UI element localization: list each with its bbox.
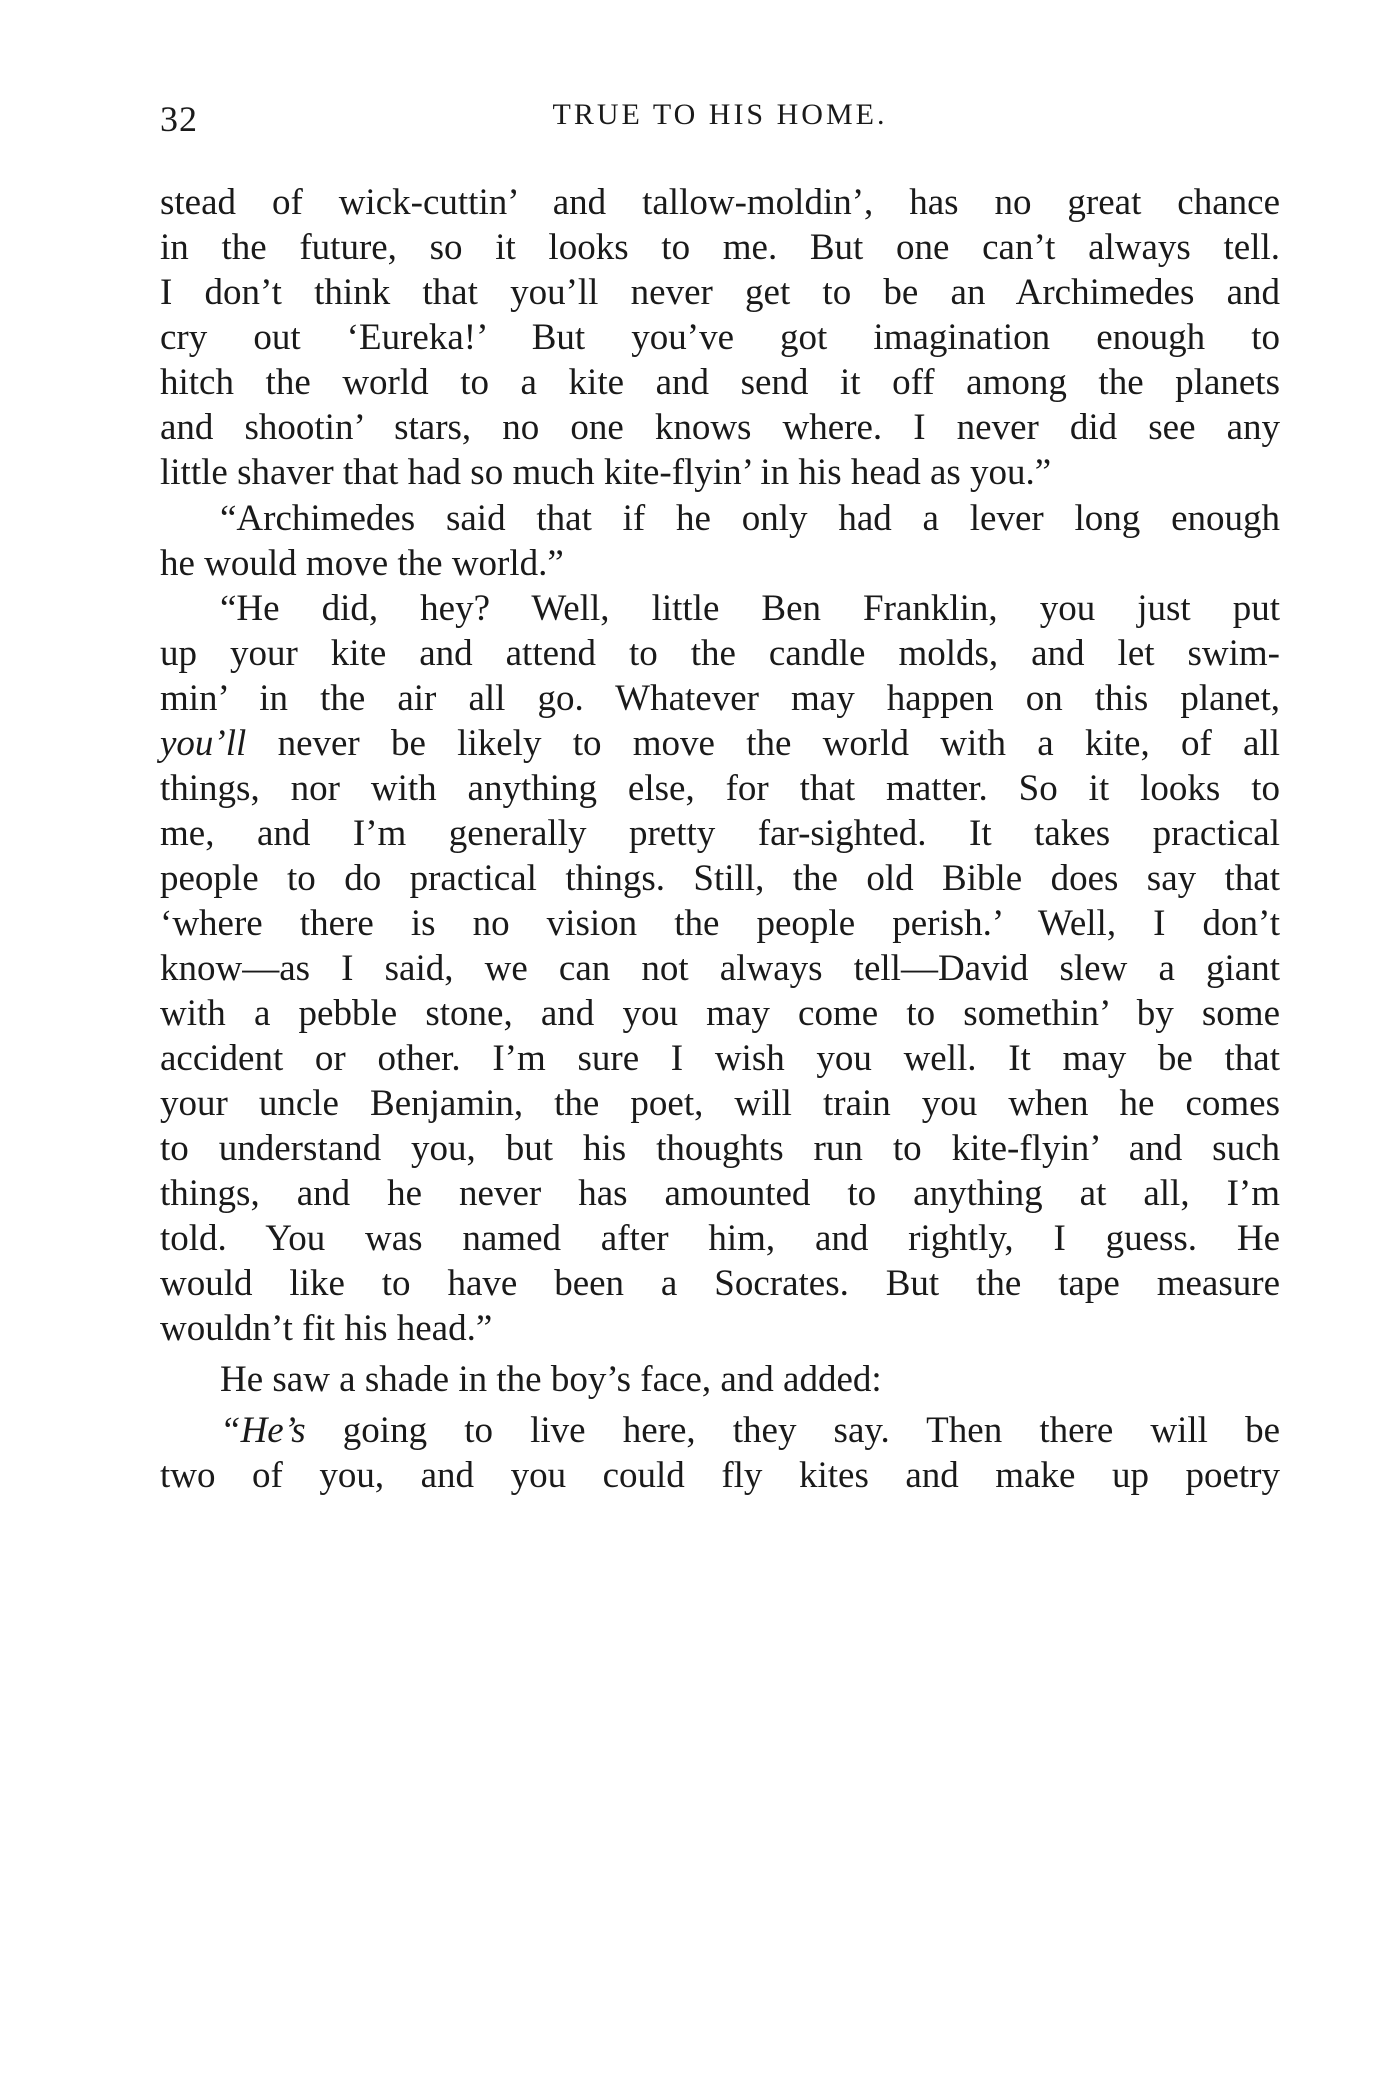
text-line: I don’t think that you’ll never get to be an Archimedes and (160, 272, 1280, 313)
text-line: ‘where there is no vision the people perish.’ Well, I don’t (160, 903, 1280, 944)
text-line: “He did, hey? Well, little Ben Franklin, you just put (220, 588, 1280, 629)
text-line: me, and I’m generally pretty far-sighted. It takes practical (160, 813, 1280, 854)
text-line: with a pebble stone, and you may come to somethin’ by some (160, 993, 1280, 1034)
running-title: TRUE TO HIS HOME. (552, 98, 888, 131)
text-line: “Archimedes said that if he only had a lever long enough (220, 498, 1280, 539)
text-line: up your kite and attend to the candle molds, and let swim- (160, 633, 1280, 674)
text-line: people to do practical things. Still, the old Bible does say that (160, 858, 1280, 899)
text-line: min’ in the air all go. Whatever may happen on this planet, (160, 678, 1280, 719)
text-line: two of you, and you could fly kites and make up poetry (160, 1455, 1280, 1496)
line-rest: going to live here, they say. Then there will be (342, 1410, 1280, 1451)
text-line: your uncle Benjamin, the poet, will train you when he comes (160, 1083, 1280, 1124)
italic-word: “He’s (220, 1410, 306, 1451)
italic-word: you’ll (160, 723, 247, 764)
text-line: things, and he never has amounted to anything at all, I’m (160, 1173, 1280, 1214)
running-head (160, 98, 1280, 148)
text-line: little shaver that had so much kite-flyin’ in his head as you.” (160, 452, 1052, 493)
text-line: and shootin’ stars, no one knows where. I never did see any (160, 407, 1280, 448)
text-line: know—as I said, we can not always tell—David slew a giant (160, 948, 1280, 989)
text-line: to understand you, but his thoughts run to kite-flyin’ and such (160, 1128, 1280, 1169)
text-line: in the future, so it looks to me. But one can’t always tell. (160, 227, 1280, 268)
text-line: cry out ‘Eureka!’ But you’ve got imagination enough to (160, 317, 1280, 358)
text-line: accident or other. I’m sure I wish you well. It may be that (160, 1038, 1280, 1079)
text-line: He saw a shade in the boy’s face, and added: (220, 1359, 882, 1400)
text-line: wouldn’t fit his head.” (160, 1308, 493, 1349)
text-line: would like to have been a Socrates. But the tape measure (160, 1263, 1280, 1304)
page-number: 32 (160, 99, 198, 139)
line-rest: never be likely to move the world with a kite, of all (277, 723, 1281, 764)
text-line: he would move the world.” (160, 543, 564, 584)
text-line: things, nor with anything else, for that matter. So it looks to (160, 768, 1280, 809)
text-line: hitch the world to a kite and send it off among the planets (160, 362, 1280, 403)
text-line (160, 721, 1280, 767)
text-line: stead of wick-cuttin’ and tallow-moldin’, has no great chance (160, 182, 1280, 223)
text-line (220, 1408, 1280, 1454)
text-line: told. You was named after him, and rightly, I guess. He (160, 1218, 1280, 1259)
